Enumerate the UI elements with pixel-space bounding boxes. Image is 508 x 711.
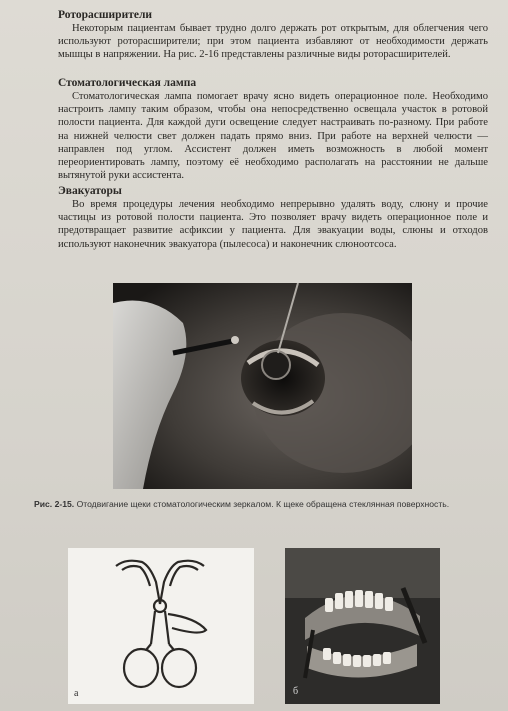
heading-retractors: Роторасширители (58, 9, 153, 21)
photo-dental-mirror-cheek (113, 283, 412, 489)
section-dental-lamp (58, 76, 488, 182)
figure-2-16b-denture-photo (285, 548, 440, 704)
heading-evacuators: Эвакуаторы (58, 185, 122, 197)
figure-2-15-caption (34, 499, 474, 510)
paragraph-retractors: Некоторым пациентам бывает трудно долго держать рот открытым, для облегчения чего используют роторасширители; при этом пациента избавляют от необходимости держать мышцы в напряжении. На рис. 2-16 представлены различные виды роторасширителей. (58, 23, 488, 61)
heading-dental-lamp: Стоматологическая лампа (58, 77, 197, 89)
figure-2-15-text: Отодвигание щеки стоматологическим зеркалом. К щеке обращена стеклянная поверхность. (76, 499, 450, 509)
paragraph-dental-lamp: Стоматологическая лампа помогает врачу ясно видеть операционное поле. Необходимо настроить лампу таким образом, чтобы она непосредственно освещала участок в ротовой полости пациента. Для каждой дуги освещение следует настраивать по-разному. При работе на нижней челюсти свет должен падать прямо вниз. При работе на верхней челюсти — направлен под углом. Ассистент должен иметь возможность в любой момент переориентировать лампу, поэтому её необходимо располагать на расстоянии не дальше вытянутой руки ассистента. (58, 91, 488, 182)
section-retractors (58, 8, 488, 62)
figure-2-16a-retractor-drawing (68, 548, 254, 704)
figure-2-16b-label: б (293, 686, 299, 697)
figure-2-16a-label: а (74, 688, 79, 699)
paragraph-evacuators: Во время процедуры лечения необходимо непрерывно удалять воду, слюну и прочие частицы из ротовой полости пациента. Это позволяет врачу видеть операционное поле и предотвращает развитие асфиксии у пациента. Для эвакуации воды, слюны и отходов используют наконечник эвакуатора (пылесоса) и наконечник слюноотсоса. (58, 199, 488, 250)
section-evacuators (58, 184, 488, 251)
figure-2-15-label: Рис. 2-15. (34, 499, 75, 509)
